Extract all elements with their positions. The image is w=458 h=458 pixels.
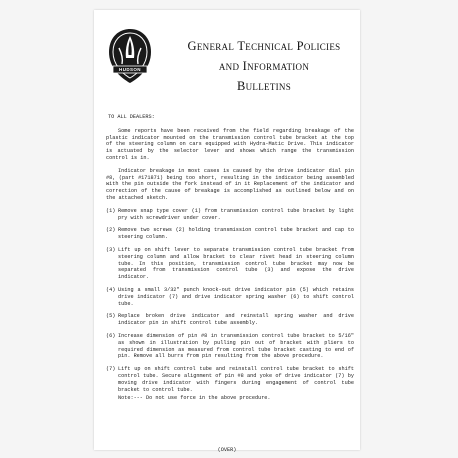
step-number: (3) bbox=[106, 246, 116, 253]
title-line-2: and Information bbox=[218, 59, 310, 73]
step-text: Remove snap type cover (1) from transmission control tube bracket by light pry with screwdriver under cover. bbox=[118, 207, 354, 221]
step-number: (4) bbox=[106, 286, 116, 293]
bulletin-body bbox=[106, 114, 354, 402]
step-number: (6) bbox=[106, 332, 116, 339]
paragraph-2: Indicator breakage in most cases is caused by the drive indicator dial pin #8, (part #171871) being too short, resulting in the indicator being assembled with the pin outside the fork instead of in it Replacement of the indicator and correction of the cause of breakage is accomplished as outlined below and on the attached sketch. bbox=[106, 167, 354, 201]
step-1 bbox=[106, 208, 354, 222]
note: Note:--- Do not use force in the above procedure. bbox=[118, 395, 271, 402]
step-3 bbox=[106, 247, 354, 281]
step-6 bbox=[106, 333, 354, 360]
step-text: Using a small 3/32" punch knock-out drive indicator pin (5) which retains drive indicator (7) and drive indicator spring washer (6) to shift control tube. bbox=[118, 286, 354, 307]
step-text: Remove two screws (2) holding transmission control tube bracket and cap to steering column. bbox=[118, 227, 354, 241]
logo-text: HUDSON bbox=[119, 67, 141, 72]
step-text: Increase dimension of pin #8 in transmission control tube bracket to 5/16" as shown in illustration by pulling pin out of bracket with pliers to required dimension as measured from control tube bracket casting to end of pin. Remove all burrs from pin resulting from the above procedure. bbox=[118, 332, 354, 360]
step-number: (5) bbox=[106, 313, 116, 320]
title-line-1: General Technical Policies bbox=[187, 39, 341, 53]
salutation: TO ALL DEALERS: bbox=[108, 114, 155, 120]
step-5 bbox=[106, 313, 354, 327]
bulletin-page bbox=[94, 10, 360, 453]
step-7 bbox=[106, 366, 354, 393]
footer-over: (OVER) bbox=[217, 447, 237, 453]
page-title bbox=[174, 36, 354, 96]
step-text: Replace broken drive indicator and reinstall spring washer and drive indicator pin in shift control tube assembly. bbox=[118, 313, 354, 327]
title-line-3: Bulletins bbox=[236, 79, 292, 93]
step-text: Lift up on shift lever to separate transmission control tube bracket from steering column and allow bracket to clear rivet head in steering column tube. In this position, transmission control tube bracket may now be separated from transmission control tube (3) and expose the drive indicator. bbox=[118, 246, 354, 281]
step-2 bbox=[106, 227, 354, 241]
step-number: (1) bbox=[106, 207, 116, 214]
step-text: Lift up on shift control tube and reinstall control tube bracket to shift control tube. Secure alignment of pin #8 and yoke of drive indicator (7) by moving drive indicator with fingers during engagement of control tube bracket to control tube. bbox=[118, 366, 354, 393]
step-number: (7) bbox=[106, 366, 116, 373]
hudson-logo bbox=[108, 28, 152, 84]
step-4 bbox=[106, 287, 354, 307]
paragraph-1: Some reports have been received from the field regarding breakage of the plastic indicator mounted on the transmission control tube bracket at the top of the steering column on cars equipped with Hydra-Matic Drive. This indicator is actuated by the selector lever and shows which range the transmission control is in. bbox=[106, 127, 354, 161]
step-number: (2) bbox=[106, 227, 116, 234]
